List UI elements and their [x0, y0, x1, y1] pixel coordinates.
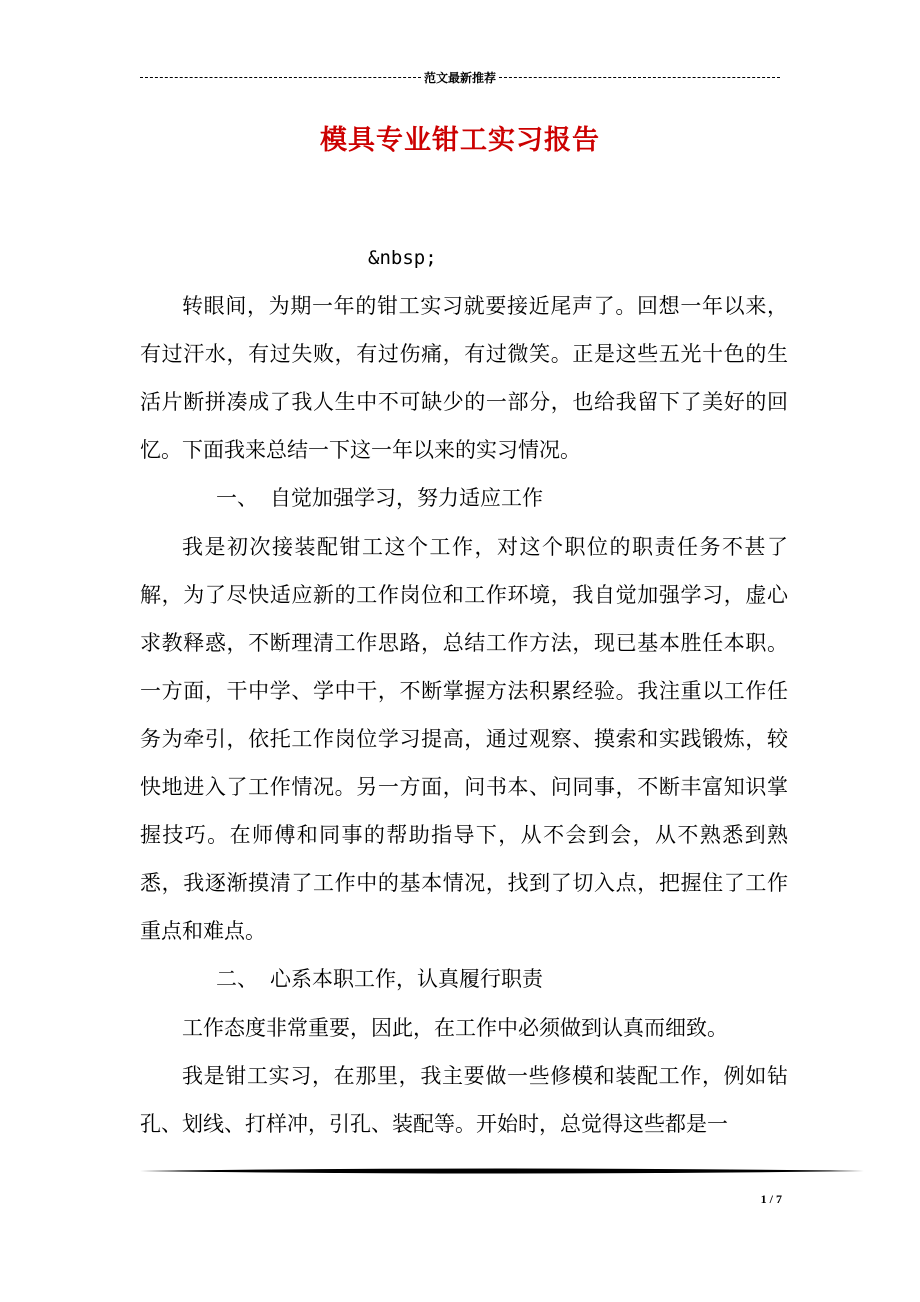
header-label: 范文最新推荐: [424, 70, 497, 85]
document-body: [140, 234, 788, 1148]
section-heading-text: 自觉加强学习，努力适应工作: [270, 486, 543, 511]
page-number: 1 / 7: [760, 1192, 782, 1206]
section-heading-1: [140, 474, 788, 522]
document-title: 模具专业钳工实习报告: [320, 125, 600, 156]
section-heading-text: 心系本职工作，认真履行职责: [270, 967, 543, 992]
section-number: 一、: [216, 486, 258, 511]
nbsp-text: &nbsp;: [368, 247, 437, 269]
section-number: 二、: [216, 967, 258, 992]
header-dash-right: [499, 77, 780, 78]
paragraph-study: 我是初次接装配钳工这个工作，对这个职位的职责任务不甚了解，为了尽快适应新的工作岗位和工作环境，我自觉加强学习，虚心求教释惑，不断理清工作思路，总结工作方法，现已基本胜任本职。一方面，干中学、学中干，不断掌握方法积累经验。我注重以工作任务为牵引，依托工作岗位学习提高，通过观察、摸索和实践锻炼，较快地进入了工作情况。另一方面，问书本、问同事，不断丰富知识掌握技巧。在师傅和同事的帮助指导下，从不会到会，从不熟悉到熟悉，我逐渐摸清了工作中的基本情况，找到了切入点，把握住了工作重点和难点。: [140, 534, 788, 944]
paragraph-attitude: 工作态度非常重要，因此，在工作中必须做到认真而细致。: [182, 1015, 728, 1040]
paragraph-work: 我是钳工实习，在那里，我主要做一些修模和装配工作，例如钻孔、划线、打样冲，引孔、装配等。开始时，总觉得这些都是一: [140, 1063, 788, 1136]
footer-rule: [140, 1168, 864, 1174]
page-header: [140, 66, 780, 88]
header-dash-left: [140, 77, 421, 78]
paragraph-intro: 转眼间，为期一年的钳工实习就要接近尾声了。回想一年以来，有过汗水，有过失败，有过伤痛，有过微笑。正是这些五光十色的生活片断拼凑成了我人生中不可缺少的一部分，也给我留下了美好的回忆。下面我来总结一下这一年以来的实习情况。: [140, 294, 788, 463]
section-heading-2: [140, 955, 788, 1003]
